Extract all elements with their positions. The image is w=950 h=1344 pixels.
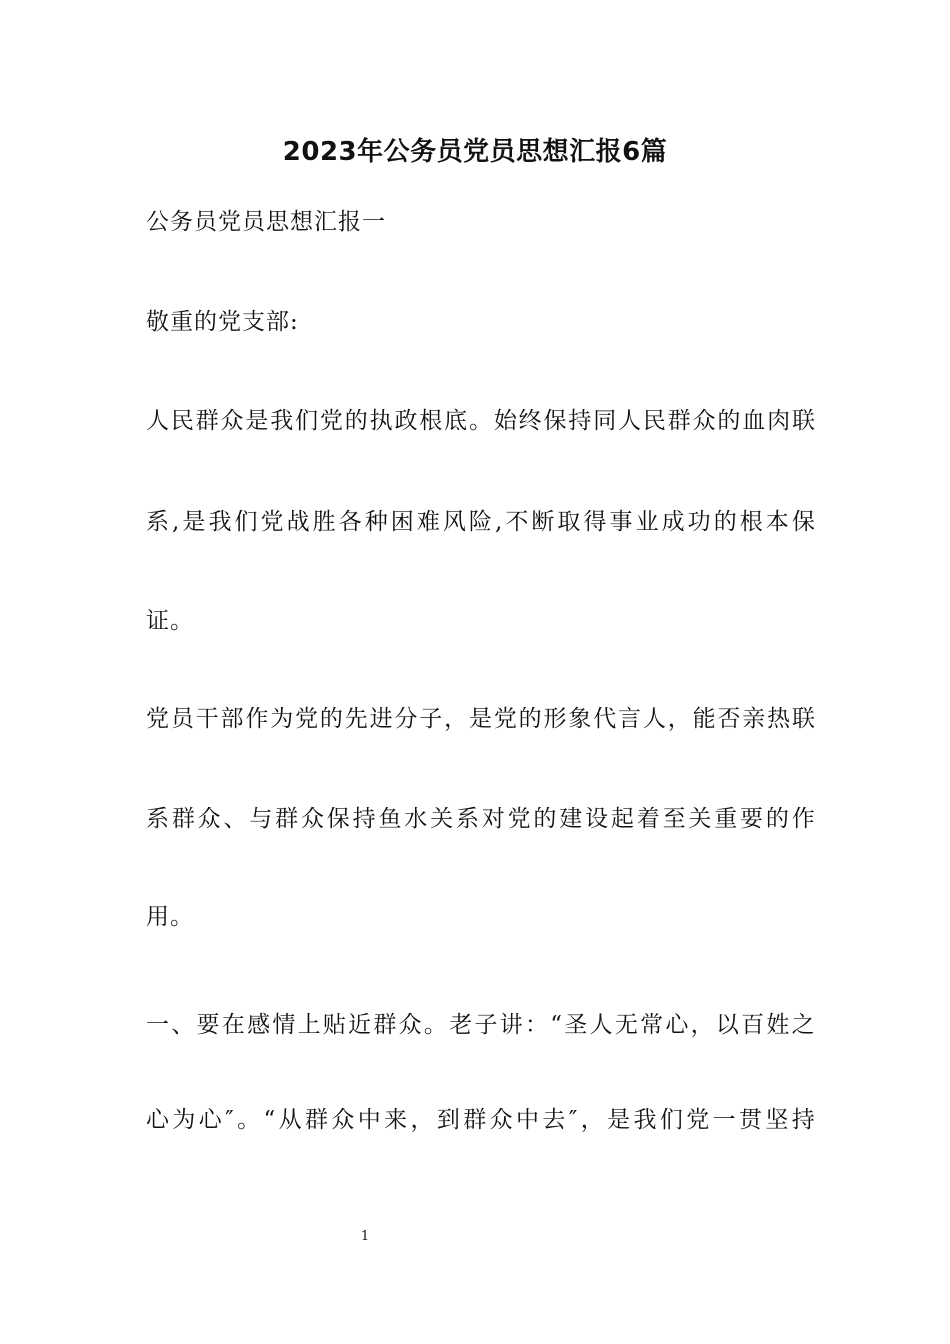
body-line-2: 系 , 是 我 们 党 战 胜 各 种 困 难 风 险 , 不 断 取 得 事 业 成 功 的 根 本 保 <box>146 509 816 535</box>
body-line-5: 系 群 众 、 与 群 众 保 持 鱼 水 关 系 对 党 的 建 设 起 着 至 关 重 要 的 作 <box>146 806 816 832</box>
body-line-8: 心 为 心 ″ 。 “ 从 群 众 中 来 ， 到 群 众 中 去 ″ ， 是 我 们 党 一 贯 坚 持 <box>146 1107 816 1133</box>
section-heading: 公务员党员思想汇报一 <box>146 209 386 235</box>
document-title: 2023年公务员党员思想汇报6篇 <box>282 137 668 167</box>
body-line-3: 证。 <box>146 608 194 634</box>
body-line-7: 一 、 要 在 感 情 上 贴 近 群 众 。 老 子 讲 ： “ 圣 人 无 常 心 ， 以 百 姓 之 <box>146 1012 816 1038</box>
salutation: 敬重的党支部: <box>146 309 299 335</box>
body-line-1: 人 民 群 众 是 我 们 党 的 执 政 根 底 。 始 终 保 持 同 人 民 群 众 的 血 肉 联 <box>146 408 816 434</box>
page-number: 1 <box>360 1229 370 1244</box>
body-line-6: 用。 <box>146 904 194 930</box>
body-line-4: 党 员 干 部 作 为 党 的 先 进 分 子 ， 是 党 的 形 象 代 言 人 ， 能 否 亲 热 联 <box>146 706 816 732</box>
